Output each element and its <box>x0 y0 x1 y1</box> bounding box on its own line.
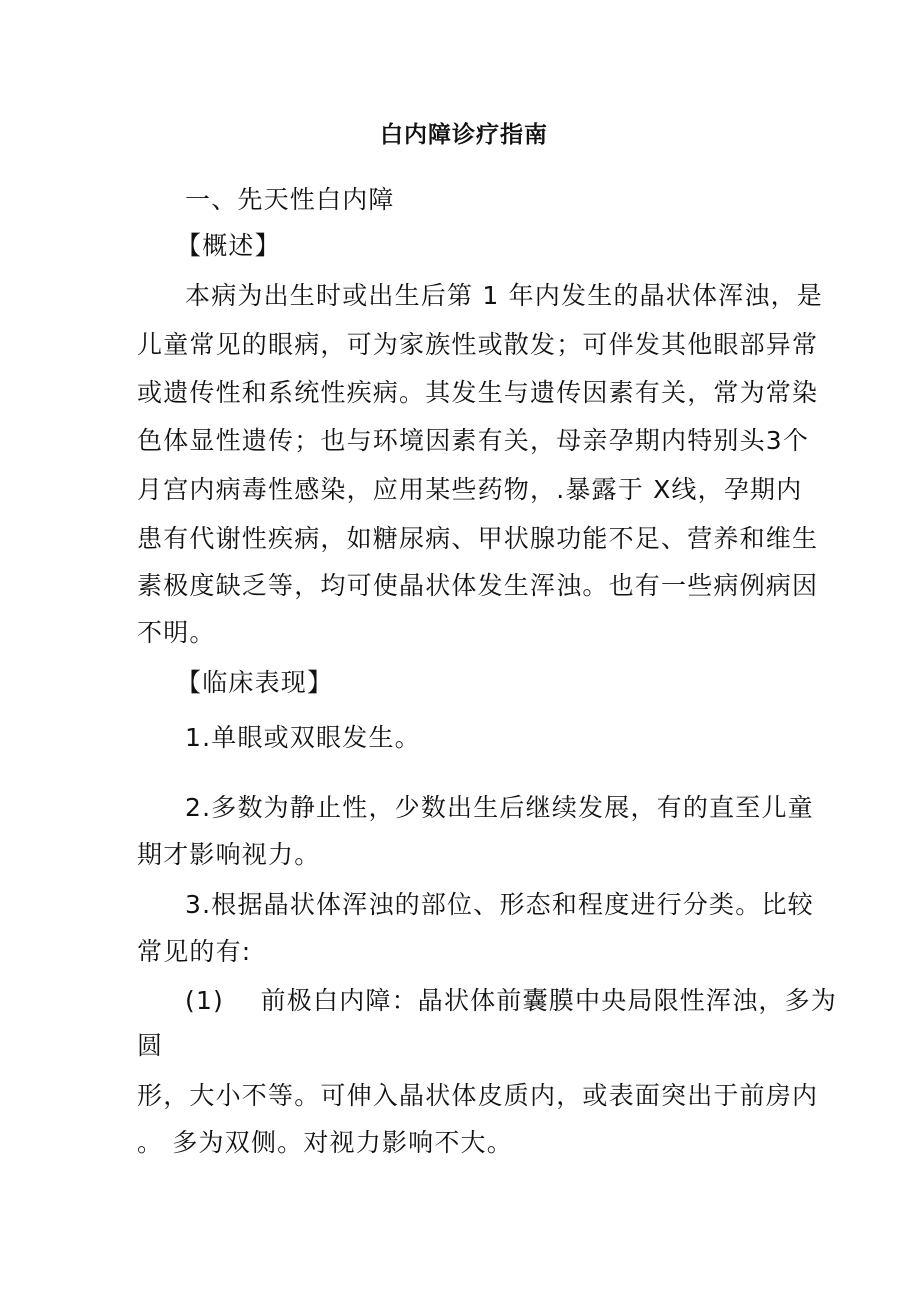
sub-list-item: (1) 前极白内障：晶状体前囊膜中央局限性浑浊，多为 <box>185 986 838 1015</box>
sub-list-item-continuation: 。 多为双侧。对视力影响不大。 <box>137 1128 513 1157</box>
sub-list-item-continuation: 形，大小不等。可伸入晶状体皮质内，或表面突出于前房内 <box>137 1081 819 1110</box>
list-item: 3.根据晶状体浑浊的部位、形态和程度进行分类。比较 <box>185 890 814 919</box>
paragraph-line: 本病为出生时或出生后第 1 年内发生的晶状体浑浊，是 <box>185 281 824 310</box>
document-title: 白内障诊疗指南 <box>380 122 548 148</box>
paragraph-line: 月宫内病毒性感染，应用某些药物，.暴露于 X线，孕期内 <box>137 475 803 504</box>
paragraph-line: 儿童常见的眼病，可为家族性或散发；可伴发其他眼部异常 <box>137 330 819 359</box>
overview-label: 【概述】 <box>176 231 281 260</box>
sub-list-item-continuation: 圆 <box>137 1031 164 1060</box>
list-item-continuation: 期才影响视力。 <box>137 840 321 869</box>
clinical-label: 【临床表现】 <box>176 668 334 697</box>
paragraph-line: 色体显性遗传；也与环境因素有关，母亲孕期内特别头3个 <box>137 426 810 455</box>
list-item-continuation: 常见的有: <box>137 937 252 966</box>
list-item: 2.多数为静止性，少数出生后继续发展，有的直至儿童 <box>185 793 814 822</box>
section-heading: 一、先天性白内障 <box>185 185 395 214</box>
paragraph-line: 不明。 <box>137 618 216 647</box>
paragraph-line: 或遗传性和系统性疾病。其发生与遗传因素有关，常为常染 <box>137 378 819 407</box>
list-item: 1.单眼或双眼发生。 <box>185 723 421 752</box>
paragraph-line: 素极度缺乏等，均可使晶状体发生浑浊。也有一些病例病因 <box>137 571 819 600</box>
paragraph-line: 患有代谢性疾病，如糖尿病、甲状腺功能不足、营养和维生 <box>137 524 819 553</box>
